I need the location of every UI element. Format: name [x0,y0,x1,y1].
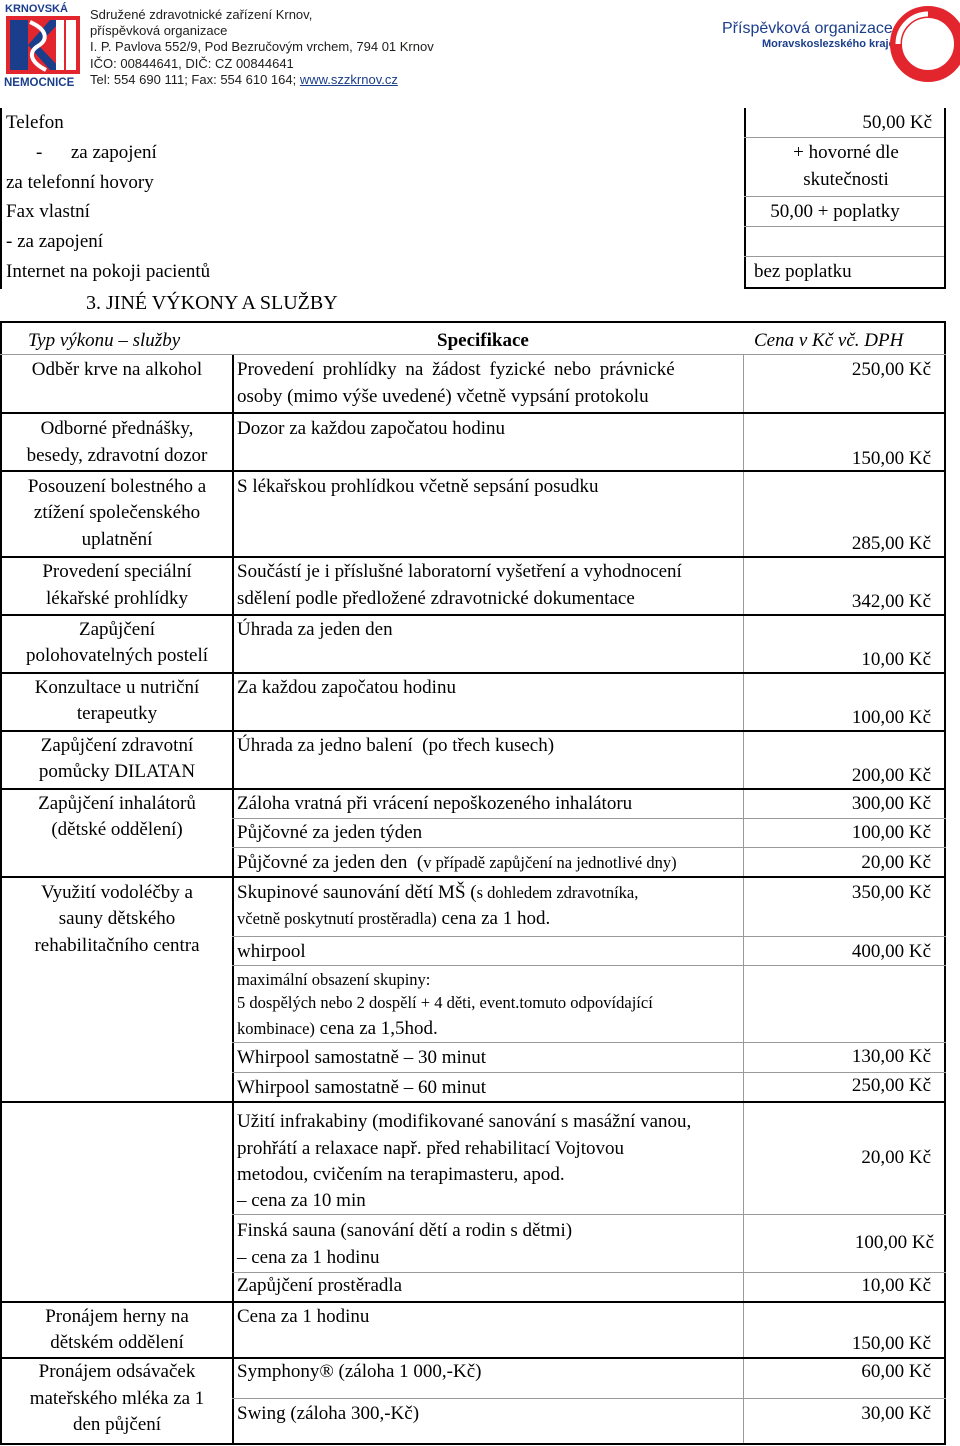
type-cell: polohovatelných postelí [25,645,209,666]
spec-cell: S lékařskou prohlídkou včetně sepsání posudku [237,476,599,497]
price-cell: 100,00 Kč [854,1232,934,1253]
type-cell: rehabilitačního centra [34,935,200,956]
type-cell: Zapůjčení inhalátorů [38,793,196,814]
section-3-title: 3. JINÉ VÝKONY A SLUŽBY [86,292,338,314]
spec-cell: Provedení prohlídky na žádost fyzické nebo právnické [237,359,675,380]
region-organization [722,20,895,51]
spec-cell [237,1015,438,1042]
type-cell: ztížení společenského [33,502,201,523]
type-cell: pomůcky DILATAN [38,761,196,782]
type-cell: lékařské prohlídky [46,588,188,609]
type-cell: Pronájem odsávaček [38,1361,196,1382]
spec-note: s dohledem zdravotníka, [476,883,639,902]
spec-note: včetně poskytnutí prostěradla) [237,909,437,928]
header-specification: Specifikace [437,330,529,351]
price-cell: 30,00 Kč [861,1403,931,1424]
address-line: IČO: 00844641, DIČ: CZ 00844641 [90,55,294,71]
type-cell: Odborné přednášky, [40,418,194,439]
spec-cell [237,849,677,876]
spec-cell: metodou, cvičením na terapimasteru, apod. [237,1164,565,1185]
type-cell: Provedení speciální [42,561,192,582]
service-label-telefon: Telefon [6,112,64,133]
spec-text: cena za 1,5hod. [314,1018,438,1039]
org-region: Moravskoslezského kraje [762,38,895,50]
spec-cell: whirpool [237,941,306,962]
spec-cell: Půjčovné za jeden týden [237,822,423,843]
price-phone-calls-1: + hovorné dle [793,142,899,163]
price-phone-calls-2: skutečnosti [803,169,889,190]
price-cell: 10,00 Kč [861,649,931,670]
price-cell: 400,00 Kč [851,941,931,962]
spec-cell: Za každou započatou hodinu [237,677,456,698]
price-cell: 130,00 Kč [851,1046,931,1067]
price-cell: 20,00 Kč [861,852,931,873]
spec-cell: Cena za 1 hodinu [237,1306,370,1327]
type-cell: Využití vodoléčby a [41,882,193,903]
spec-cell: Finská sauna (sanování dětí a rodin s dětmi) [237,1220,573,1241]
spec-cell: Whirpool samostatně – 30 minut [237,1047,487,1068]
spec-cell: Záloha vratná při vrácení nepoškozeného inhalátoru [237,793,633,814]
price-cell: 250,00 Kč [851,1075,931,1096]
website-link[interactable]: www.szzkrnov.cz [299,71,398,87]
service-label-internet: Internet na pokoji pacientů [6,261,211,282]
spec-cell: sdělení podle předložené zdravotnické dokumentace [237,588,635,609]
type-cell: terapeutky [76,703,158,724]
price-cell: 350,00 Kč [851,882,931,903]
price-cell: 250,00 Kč [851,359,931,380]
service-label-fax-connection: - za zapojení [6,231,104,252]
service-label-phone-calls: za telefonní hovory [6,172,154,193]
spec-cell: osoby (mimo výše uvedené) včetně vypsání protokolu [237,386,649,407]
price-cell: 150,00 Kč [851,448,931,469]
spec-note: v případě zapůjčení na jednotlivé dny) [423,853,677,872]
price-cell: 285,00 Kč [851,533,931,554]
hospital-logo [0,0,88,92]
spec-cell: Užití infrakabiny (modifikované sanování s masážní vanou, [237,1111,692,1132]
type-cell: sauny dětského [58,908,176,929]
type-cell: Zapůjčení [79,619,155,640]
hospital-address-block [90,7,434,88]
type-cell: den půjčení [72,1414,162,1435]
type-cell: Posouzení bolestného a [27,476,207,497]
type-cell: uplatnění [81,529,153,550]
spec-cell: Zapůjčení prostěradla [237,1275,403,1296]
spec-cell: Úhrada za jedno balení (po třech kusech) [237,735,555,756]
spec-cell: maximální obsazení skupiny: [237,970,431,989]
spec-cell: prohřátí a relaxace např. před rehabilitací Vojtovou [237,1138,625,1159]
spec-text: Skupinové saunování dětí MŠ ( [237,882,477,903]
spec-cell [237,879,638,906]
price-internet: bez poplatku [754,261,852,282]
header-price: Cena v Kč vč. DPH [754,330,904,351]
contact-line [90,72,434,88]
spec-cell: – cena za 10 min [237,1190,366,1211]
spec-cell: Dozor za každou započatou hodinu [237,418,506,439]
header-service-type: Typ výkonu – služby [28,330,181,351]
contact-phones: Tel: 554 690 111; Fax: 554 610 164; [90,71,300,87]
price-cell: 10,00 Kč [861,1275,931,1296]
price-cell: 100,00 Kč [851,707,931,728]
price-cell: 100,00 Kč [851,822,931,843]
type-cell: dětském oddělení [50,1332,184,1353]
spec-cell: Whirpool samostatně – 60 minut [237,1077,487,1098]
price-cell: 200,00 Kč [851,765,931,786]
org-name: Příspěvková organizace [722,20,893,37]
address-line: Sdružené zdravotnické zařízení Krnov, [90,7,313,22]
spec-text: cena za 1 hod. [436,908,551,929]
price-cell: 150,00 Kč [851,1333,931,1354]
spec-cell: – cena za 1 hodinu [237,1247,380,1268]
price-telefon: 50,00 Kč [862,112,932,133]
spec-text: Půjčovné za jeden den ( [237,852,424,873]
spec-cell: 5 dospělých nebo 2 dospělí + 4 děti, event.tomuto odpovídající [237,993,653,1012]
price-cell: 300,00 Kč [851,793,931,814]
price-cell: 60,00 Kč [861,1361,931,1382]
price-cell: 342,00 Kč [851,591,931,612]
price-cell: 20,00 Kč [861,1147,931,1168]
type-cell: Odběr krve na alkohol [31,359,203,380]
service-label-phone-connection: - za zapojení [36,142,157,163]
spec-cell: Swing (záloha 300,-Kč) [237,1403,420,1424]
spec-cell: Symphony® (záloha 1 000,-Kč) [237,1361,482,1382]
address-line: příspěvková organizace [90,23,228,39]
address-line: I. P. Pavlova 552/9, Pod Bezručovým vrchem, 794 01 Krnov [90,39,434,55]
logo-brand-bottom: NEMOCNICE [4,77,75,89]
type-cell: Konzultace u nutriční [34,677,200,698]
spec-cell [237,905,550,932]
service-label-fax: Fax vlastní [6,201,90,222]
type-cell: mateřského mléka za 1 [29,1388,205,1409]
type-cell: (dětské oddělení) [51,819,183,840]
type-cell: Zapůjčení zdravotní [40,735,194,756]
type-cell: Pronájem herny na [45,1306,189,1327]
spec-cell: Úhrada za jeden den [237,619,393,640]
region-logo-icon [890,0,960,92]
logo-brand-top: KRNOVSKÁ [5,3,68,15]
type-cell: besedy, zdravotní dozor [26,445,208,466]
spec-cell: Součástí je i příslušné laboratorní vyšetření a vyhodnocení [237,561,682,582]
price-fax: 50,00 + poplatky [770,201,900,222]
spec-note: kombinace) [237,1019,315,1038]
